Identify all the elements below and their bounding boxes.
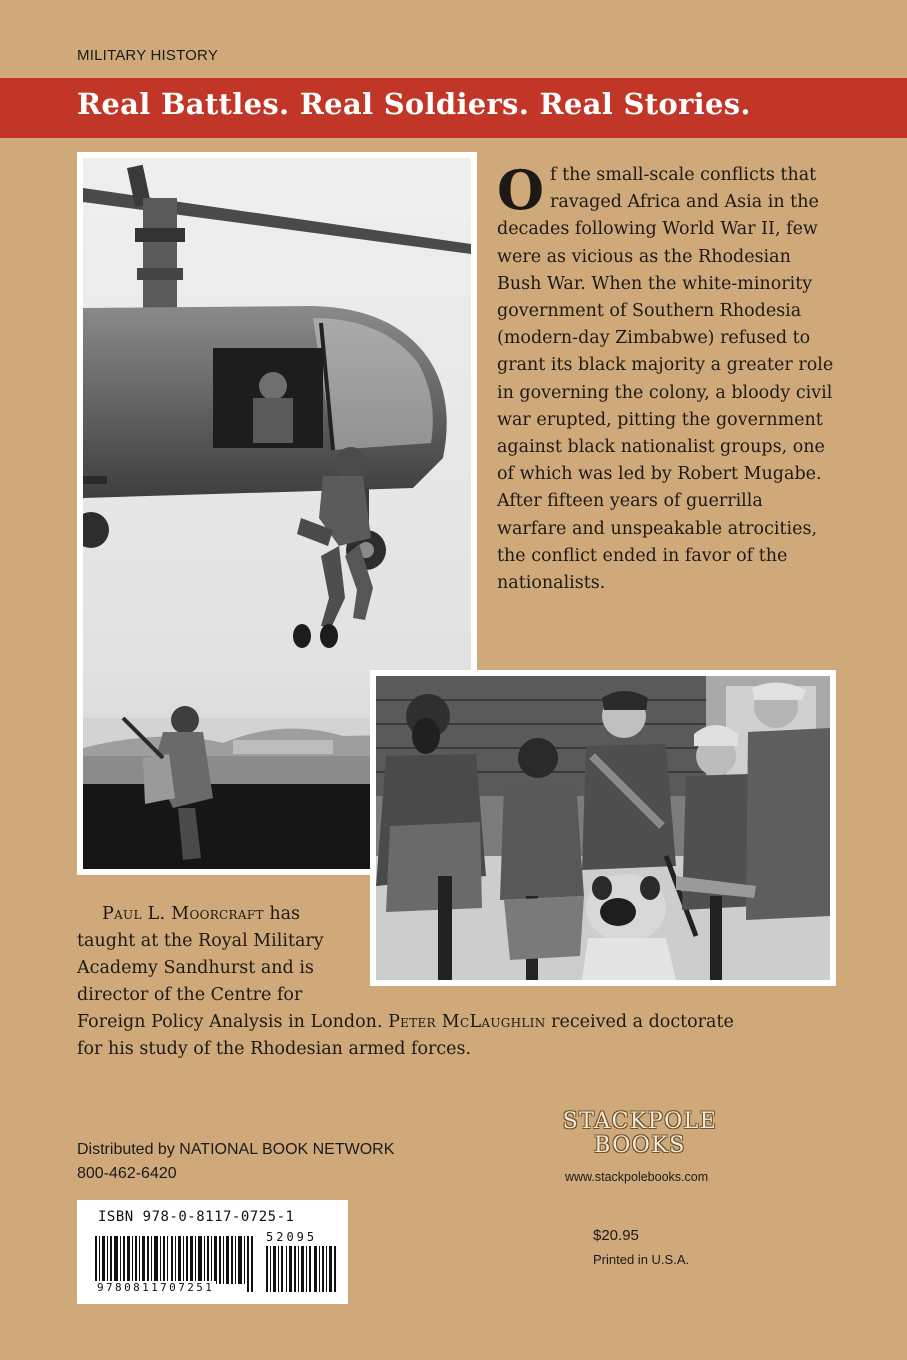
author-name-moorcraft: Paul L. Moorcraft [102,904,264,924]
distribution-info [77,1138,394,1186]
soldiers-photo-frame [370,670,836,986]
ean-addon-digits: 52095 [266,1230,318,1244]
tagline-text: Real Battles. Real Soldiers. Real Stories. [77,87,751,121]
publisher-logo [540,1110,740,1158]
author-bio-line-5 [77,1009,734,1037]
author-bio-line-1 [102,901,300,929]
barcode-box [77,1200,348,1304]
author-bio-line-3: Academy Sandhurst and is [77,958,314,978]
blurb-dropcap: O [497,158,545,222]
publisher-logo-line-1: STACKPOLE [562,1109,718,1134]
publisher-url[interactable]: www.stackpolebooks.com [565,1170,709,1184]
author-bio-line-4: director of the Centre for [77,985,303,1005]
soldiers-photo-image [376,676,830,980]
author-bio-line-6: for his study of the Rhodesian armed forces. [77,1039,472,1059]
barcode-digits: 9780811707251 [97,1281,215,1294]
book-blurb [497,158,837,597]
soldiers-photo [376,676,830,980]
printed-in: Printed in U.S.A. [593,1252,690,1267]
author-bio-line-2: taught at the Royal Military [77,931,324,951]
bio-line-5-start: Foreign Policy Analysis in London. [77,1012,389,1032]
ean-addon-bars [266,1246,338,1292]
publisher-logo-line-2: BOOKS [594,1133,686,1158]
bio-line-5-rest: received a doctorate [545,1012,734,1032]
distributor-line: Distributed by NATIONAL BOOK NETWORK [77,1141,395,1158]
blurb-text: f the small-scale conflicts that ravaged Africa and Asia in the decades following World War II, few were as vicious as the Rhodesian Bush War. When the white-minority government of Southern Rhodesia (modern-day Zimbabwe) refused to grant its black majority a greater role in governing the colony, a bloody civil war erupted, pitting the government against black nationalist groups, one of which was led by Robert Mugabe. After fifteen years of guerrilla warfare and unspeakable atrocities, the conflict ended in favor of the nationalists. [497,165,834,594]
isbn-text: ISBN 978-0-8117-0725-1 [98,1209,295,1225]
author-name-mclaughlin: Peter McLaughlin [388,1012,546,1032]
bio-line-1-rest: has [263,904,301,924]
distributor-phone: 800-462-6420 [77,1165,177,1182]
category-label: MILITARY HISTORY [77,47,219,64]
price: $20.95 [593,1227,639,1244]
